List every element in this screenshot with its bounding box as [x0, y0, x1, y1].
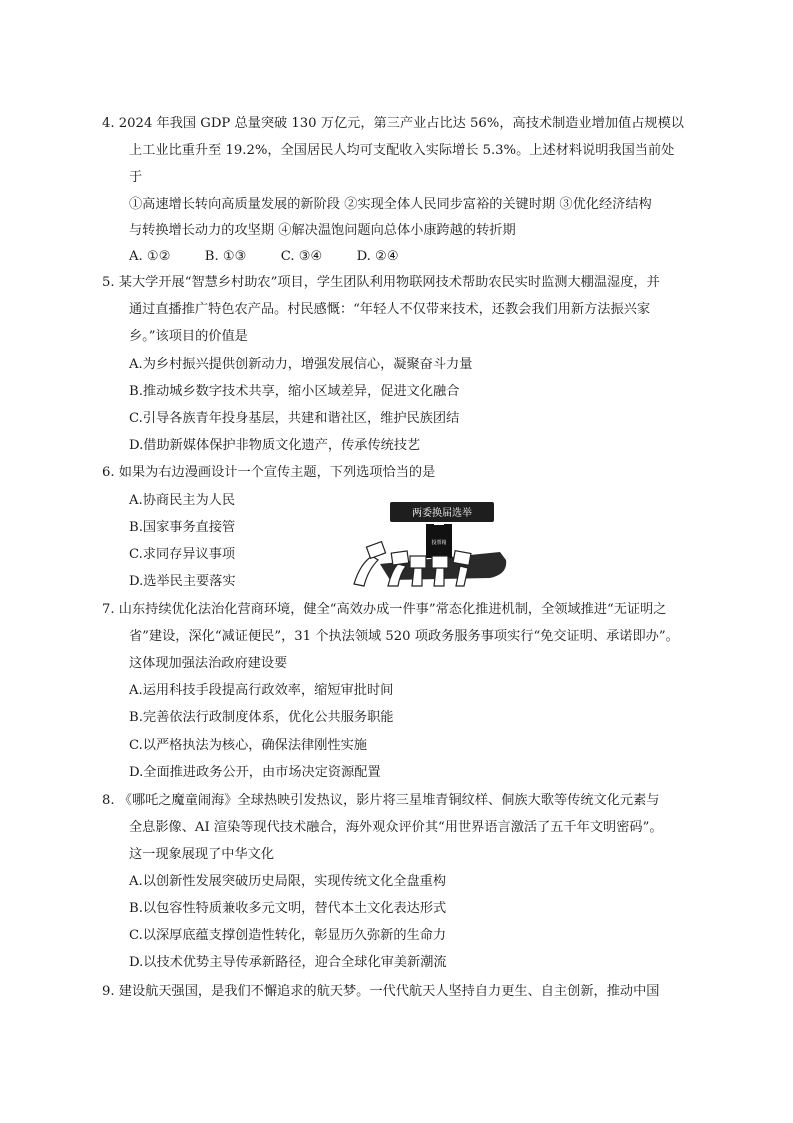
- q6-option-c: C.求同存异议事项: [129, 547, 236, 562]
- q6-option-b: B.国家事务直接管: [129, 520, 236, 535]
- q7-stem-line-1: 7. 山东持续优化法治化营商环境，健全“高效办成一件事”常态化推进机制，全领域推进“无证明之: [102, 602, 667, 617]
- q5-option-b: B.推动城乡数字技术共享，缩小区域差异，促进文化融合: [129, 384, 460, 399]
- q4-option-a: A. ①②: [129, 249, 171, 264]
- q5-option-a: A.为乡村振兴提供创新动力，增强发展信心，凝聚奋斗力量: [129, 357, 473, 372]
- q5-stem-line-2: 通过直播推广特色农产品。村民感慨：“年轻人不仅带来技术，还教会我们用新方法振兴家: [129, 302, 651, 317]
- q4-option-b: B. ①③: [204, 249, 247, 264]
- hand-3: [412, 568, 422, 586]
- q6-option-a: A.协商民主为人民: [129, 493, 236, 508]
- q4-stem-line-2: 上工业比重升至 19.2%，全国居民人均可支配收入实际增长 5.3%。上述材料说明我国当前处: [129, 143, 675, 158]
- q7-stem-line-2: 省”建设，深化“减证便民”，31 个执法领域 520 项政务服务事项实行“免交证明、承诺即办”。: [129, 629, 679, 644]
- q8-stem-line-1: 8. 《哪吒之魔童闹海》全球热映引发热议，影片将三星堆青铜纹样、侗族大歌等传统文化元素与: [102, 793, 660, 808]
- ballot-1: [366, 542, 385, 559]
- q4-statements-line-2: 与转换增长动力的攻坚期 ④解决温饱问题向总体小康跨越的转折期: [129, 223, 516, 238]
- q8-stem-line-2: 全息影像、AI 渲染等现代技术融合，海外观众评价其“用世界语言激活了五千年文明密码”。: [129, 820, 663, 835]
- q5-stem-line-3: 乡。”该项目的价值是: [129, 329, 248, 344]
- ballot-3: [410, 556, 426, 568]
- q5-stem-line-1: 5. 某大学开展“智慧乡村助农”项目，学生团队利用物联网技术帮助农民实时监测大棚温湿度，并: [102, 275, 660, 290]
- q5-option-c: C.引导各族青年投身基层，共建和谐社区，维护民族团结: [129, 411, 460, 426]
- q9-stem-line-1: 9. 建设航天强国，是我们不懈追求的航天梦。一代代航天人坚持自力更生、自主创新，推动中国: [102, 984, 660, 999]
- q7-option-a: A.运用科技手段提高行政效率，缩短审批时间: [129, 683, 394, 698]
- q4-statements-line-1: ①高速增长转向高质量发展的新阶段 ②实现全体人民同步富裕的关键时期 ③优化经济结构: [129, 197, 652, 212]
- q8-option-c: C.以深厚底蕴支撑创造性转化，彰显历久弥新的生命力: [129, 928, 447, 943]
- ballot-2: [391, 551, 409, 565]
- q7-stem-line-3: 这体现加强法治政府建设要: [129, 656, 288, 671]
- q7-option-d: D.全面推进政务公开，由市场决定资源配置: [129, 765, 381, 780]
- q6-option-d: D.选举民主要落实: [129, 574, 236, 589]
- hand-1: [354, 556, 378, 586]
- q8-option-a: A.以创新性发展突破历史局限，实现传统文化全盘重构: [129, 874, 447, 889]
- q5-option-d: D.借助新媒体保护非物质文化遗产，传承传统技艺: [129, 438, 421, 453]
- q8-option-b: B.以包容性特质兼收多元文明，替代本土文化表达形式: [129, 901, 447, 916]
- q4-stem-line-1: 4. 2024 年我国 GDP 总量突破 130 万亿元，第三产业占比达 56%，高技术制造业增加值占规模以: [102, 116, 684, 131]
- hand-4: [434, 568, 444, 586]
- q4-option-c: C. ③④: [280, 249, 323, 264]
- q7-option-c: C.以严格执法为核心，确保法律刚性实施: [129, 738, 367, 753]
- election-cartoon: [350, 494, 508, 588]
- q7-option-b: B.完善依法行政制度体系，优化公共服务职能: [129, 710, 394, 725]
- q8-stem-line-3: 这一现象展现了中华文化: [129, 847, 275, 862]
- ballot-5: [453, 551, 471, 566]
- ballot-4: [432, 556, 448, 568]
- q4-options: [129, 248, 429, 266]
- q4-option-d: D. ②④: [356, 249, 399, 264]
- q8-option-d: D.以技术优势主导传承新路径，迎合全球化审美新潮流: [129, 955, 447, 970]
- q6-stem: 6. 如果为右边漫画设计一个宣传主题，下列选项恰当的是: [102, 465, 436, 480]
- ballot-slot: [434, 522, 444, 525]
- cartoon-banner-text: 两委换届选举: [412, 508, 472, 519]
- ballot-box-label: 投票箱: [431, 540, 447, 546]
- q4-stem-line-3: 于: [129, 170, 143, 185]
